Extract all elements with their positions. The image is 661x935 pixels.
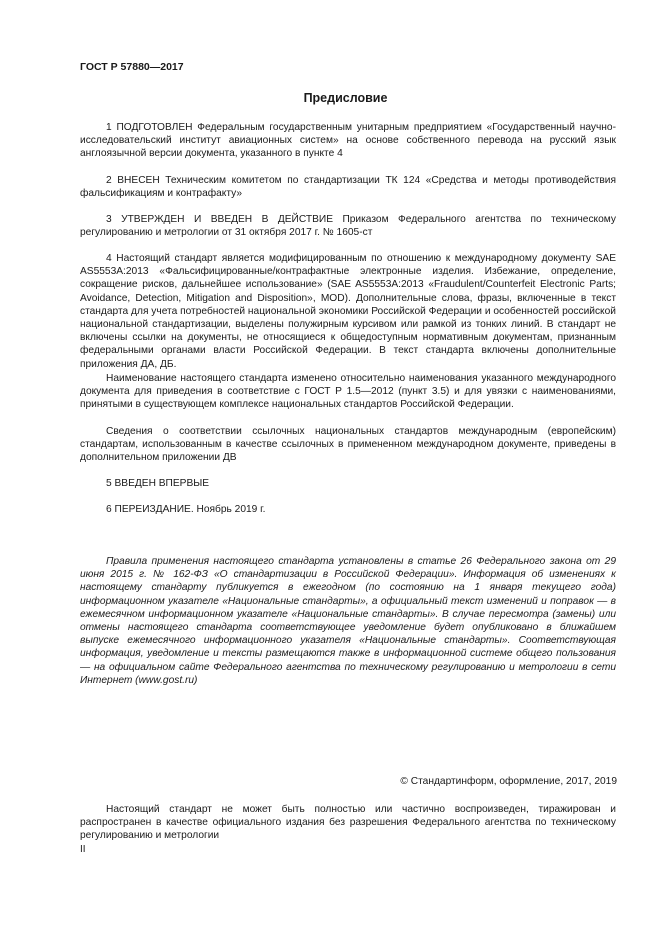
application-rules-notice: Правила применения настоящего стандарта установлены в статье 26 Федерального закона от 29 июня 2015 г. № 162-ФЗ «О стандартизации в Российской Федерации». Информация об изменениях к настоящему стандарту публикуется в ежегодном (по состоянию на 1 января текущего года) информационном указателе «Национальные стандарты», а официальный текст изменений и поправок — в ежемесячном информационном указателе «Национальные стандарты». В случае пересмотра (замены) или отмены настоящего стандарта соответствующее уведомление будет опубликовано в ближайшем выпуске ежемесячного информационного указателя «Национальные стандарты». Соответствующая информация, уведомление и тексты размещаются также в информационной системе общего пользования — на официальном сайте Федерального агентства по техническому регулированию и метрологии в сети Интернет (www.gost.ru): [80, 556, 616, 686]
copyright-line: © Стандартинформ, оформление, 2017, 2019: [400, 776, 617, 787]
paragraph-6-reissue: 6 ПЕРЕИЗДАНИЕ. Ноябрь 2019 г.: [106, 504, 266, 515]
paragraph-4-references: Сведения о соответствии ссылочных национальных стандартов международным (европейским) стандартам, использованным в качестве ссылочных в примененном международном документе, приведены в дополнительном приложении ДВ: [80, 426, 616, 464]
paragraph-4-name-change: Наименование настоящего стандарта изменено относительно наименования указанного международного документа для приведения в соответствие с ГОСТ Р 1.5—2012 (пункт 3.5) и для увязки с наименованиями, принятыми в существующем комплексе национальных стандартов Российской Федерации.: [80, 373, 616, 411]
paragraph-4-modified: 4 Настоящий стандарт является модифицированным по отношению к международному документу SAE AS5553A:2013 «Фальсифицированные/контрафактные электронные изделия. Избежание, определение, сокращение рисков, дальнейшее использование» (SAE AS5553A:2013 «Fraudulent/Counterfeit Electronic Parts; Avoidance, Detection, Mitigation and Disposition», MOD). Дополнительные слова, фразы, включенные в текст стандарта для учета потребностей национальной экономики Российской Федерации и особенностей российской национальной стандартизации, выделены полужирным курсивом или рамкой из тонких линий. В стандарт не включены ссылки на документы, не относящиеся к общедоступным нормативным документам, признанным федеральными органами власти Российской Федерации. В текст стандарта включены дополнительные приложения ДА, ДБ.: [80, 253, 616, 370]
page-title: Предисловие: [303, 91, 388, 105]
paragraph-5-introduced: 5 ВВЕДЕН ВПЕРВЫЕ: [106, 478, 210, 489]
paragraph-3-approved: 3 УТВЕРЖДЕН И ВВЕДЕН В ДЕЙСТВИЕ Приказом Федерального агентства по техническому регулированию и метрологии от 31 октября 2017 г. № 1605-ст: [80, 214, 616, 239]
reproduction-notice: Настоящий стандарт не может быть полностью или частично воспроизведен, тиражирован и распространен в качестве официального издания без разрешения Федерального агентства по техническому регулированию и метрологии: [80, 804, 616, 842]
paragraph-1-prepared: 1 ПОДГОТОВЛЕН Федеральным государственным унитарным предприятием «Государственный научно-исследовательский институт авиационных систем» на основе собственного перевода на русский язык англоязычной версии документа, указанного в пункте 4: [80, 122, 616, 160]
page-number: II: [80, 844, 86, 855]
document-code: ГОСТ Р 57880—2017: [80, 61, 184, 73]
paragraph-2-submitted: 2 ВНЕСЕН Техническим комитетом по стандартизации ТК 124 «Средства и методы противодействия фальсификациям и контрафакту»: [80, 175, 616, 200]
